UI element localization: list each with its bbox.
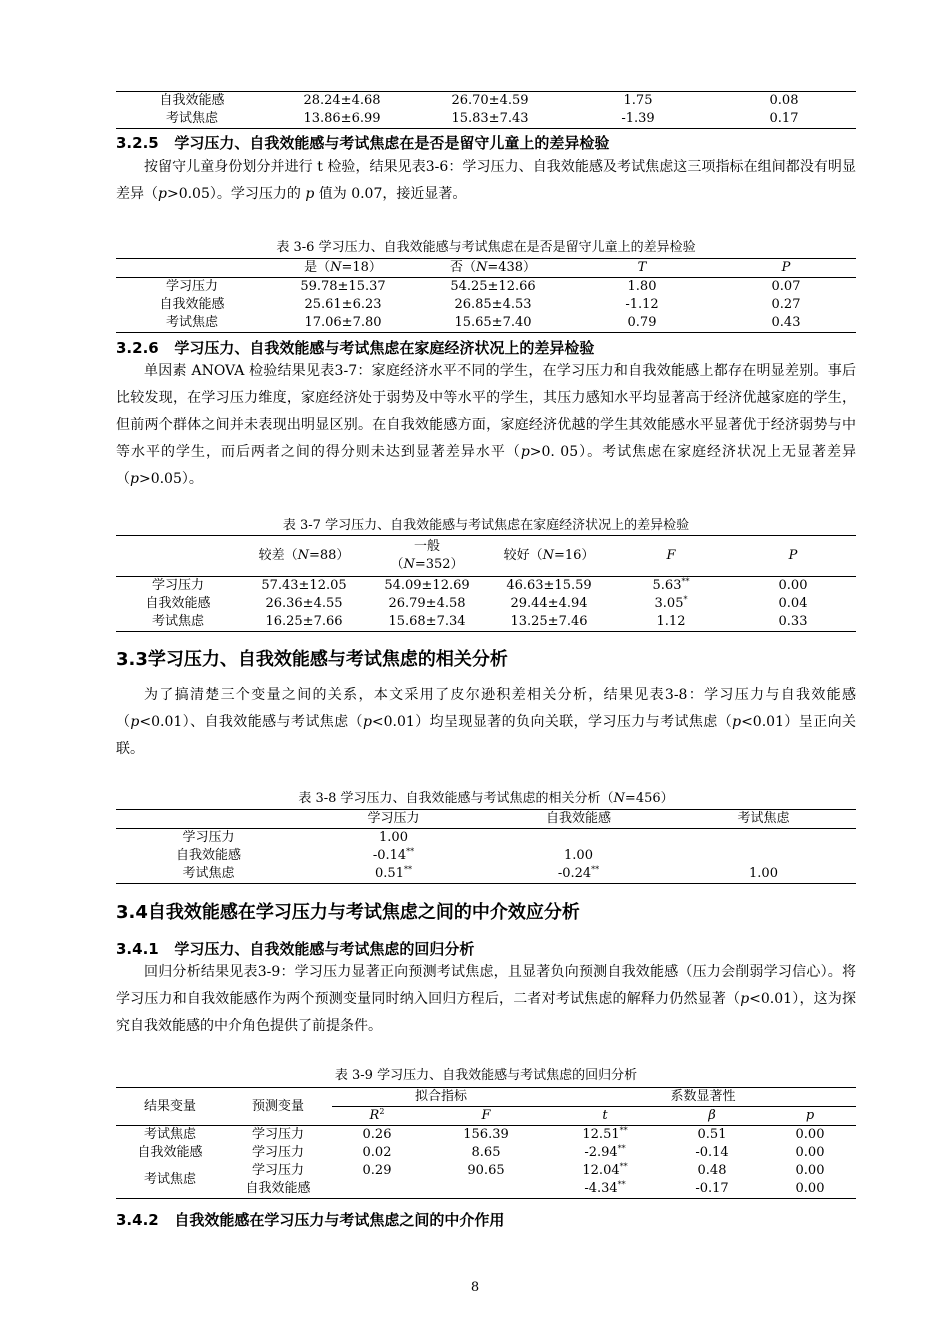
row-label: 考试焦虑 (143, 1127, 196, 1142)
column-header: β (708, 1108, 716, 1123)
table-cell: 0.26 (362, 1127, 392, 1142)
table-row (116, 1126, 856, 1145)
table-cell: 12.04** (582, 1162, 628, 1178)
section-heading-3-4-2: 3.4.2 自我效能感在学习压力与考试焦虑之间的中介作用 (116, 1211, 505, 1229)
column-header: T (637, 260, 647, 275)
column-header: 较好（N=16） (503, 548, 595, 563)
table-cell: 13.25±7.46 (510, 614, 588, 629)
table-cell: 0.02 (362, 1145, 392, 1160)
table-cell: 0.08 (769, 93, 799, 108)
table-cell: 0.07 (771, 279, 801, 294)
table-row (116, 296, 856, 314)
paragraph-3-3: 为了搞清楚三个变量之间的关系，本文采用了皮尔逊积差相关分析，结果见表3-8：学习压力与自我效能感（p<0.01）、自我效能感与考试焦虑（p<0.01）均呈现显著的负向关联，学习压力与考试焦虑（p<0.01）呈正向关联。 (116, 687, 857, 757)
table-cell: 0.17 (769, 111, 799, 126)
column-header: 学习压力 (367, 811, 420, 826)
table-cell: 3.05* (654, 595, 688, 611)
table-cell: 自我效能感 (245, 1181, 311, 1196)
row-label: 考试焦虑 (165, 111, 218, 126)
section-heading-3-2-5: 3.2.5 学习压力、自我效能感与考试焦虑在是否是留守儿童上的差异检验 (116, 134, 610, 152)
table-row (116, 595, 856, 613)
table-cell: 13.86±6.99 (303, 111, 381, 126)
column-header: t (602, 1108, 608, 1123)
table-cell: 25.61±6.23 (304, 297, 382, 312)
table-header-row (116, 1088, 856, 1107)
table-cell: -4.34** (584, 1180, 626, 1196)
column-header: F (481, 1108, 491, 1123)
table-cell: 0.79 (627, 315, 657, 330)
table-cell: 26.70±4.59 (451, 93, 529, 108)
row-label: 考试焦虑 (151, 614, 204, 629)
column-group-header: 拟合指标 (332, 1088, 550, 1107)
row-label: 学习压力 (165, 279, 218, 294)
table-row (116, 1162, 856, 1180)
table-cell: 15.68±7.34 (388, 614, 466, 629)
table-row (116, 110, 856, 129)
table-cell: 12.51** (582, 1126, 628, 1142)
table-cell: 54.25±12.66 (450, 279, 536, 294)
table-caption-3-6: 表 3-6 学习压力、自我效能感与考试焦虑在是否是留守儿童上的差异检验 (276, 240, 696, 255)
row-label: 自我效能感 (145, 596, 211, 611)
table-cell: -0.14 (695, 1145, 729, 1160)
table-cell (671, 829, 856, 848)
table-3-9 (116, 1087, 856, 1199)
row-label: 考试焦虑 (116, 1162, 224, 1199)
column-header: $R^2$ (369, 1107, 385, 1123)
table-cell: 0.51 (697, 1127, 727, 1142)
row-label: 自我效能感 (159, 297, 225, 312)
table-cell: -2.94** (584, 1144, 626, 1160)
table-cell (486, 829, 671, 848)
table-3-6 (116, 258, 856, 333)
table-row (116, 847, 856, 865)
table-caption-3-8: 表 3-8 学习压力、自我效能感与考试焦虑的相关分析（N=456） (298, 791, 674, 806)
table-cell: -1.39 (621, 111, 655, 126)
table-cell: 57.43±12.05 (261, 578, 347, 593)
row-label: 考试焦虑 (182, 866, 235, 881)
table-row (116, 613, 856, 632)
table-cell: 5.63** (652, 577, 690, 593)
table-row (116, 278, 856, 297)
column-header: 较差（N=88） (258, 548, 350, 563)
table-cell: 1.00 (564, 848, 593, 863)
table-cell: 28.24±4.68 (303, 93, 381, 108)
table-cell: 0.29 (362, 1163, 392, 1178)
section-heading-3-4-1: 3.4.1 学习压力、自我效能感与考试焦虑的回归分析 (116, 940, 475, 958)
paragraph-3-2-5: 按留守儿童身份划分并进行 t 检验，结果见表3-6：学习压力、自我效能感及考试焦虑这三项指标在组间都没有明显差异（p>0.05）。学习压力的 p 值为 0.07，接近显著。 (116, 159, 856, 202)
table-cell: 0.04 (778, 596, 808, 611)
row-label: 考试焦虑 (165, 315, 218, 330)
column-header: 自我效能感 (545, 811, 611, 826)
table-cell: 46.63±15.59 (506, 578, 592, 593)
table-cell: 0.00 (778, 578, 808, 593)
column-header: 否（N=438） (449, 260, 537, 275)
table-cell: 26.36±4.55 (265, 596, 343, 611)
table-cell: -1.12 (625, 297, 659, 312)
table-caption-3-9: 表 3-9 学习压力、自我效能感与考试焦虑的回归分析 (334, 1068, 638, 1083)
table-caption-3-7: 表 3-7 学习压力、自我效能感与考试焦虑在家庭经济状况上的差异检验 (282, 518, 690, 533)
table-cell: 0.00 (795, 1145, 825, 1160)
paragraph-3-4-1: 回归分析结果见表3-9：学习压力显著正向预测考试焦虑，且显著负向预测自我效能感（压力会削弱学习信心）。将学习压力和自我效能感作为两个预测变量同时纳入回归方程后，二者对考试焦虑的解释力仍然显著（p<0.01），这为探究自我效能感的中介角色提供了前提条件。 (116, 964, 857, 1034)
table-3-8 (116, 809, 856, 884)
table-cell: 54.09±12.69 (384, 578, 470, 593)
table-header-row (116, 810, 856, 829)
table-row (116, 1180, 856, 1199)
table-cell: 15.65±7.40 (454, 315, 532, 330)
table-cell: 1.80 (627, 279, 657, 294)
column-header: 一般 （N=352） (390, 539, 464, 572)
table-cell: 0.00 (795, 1181, 825, 1196)
table-cell (332, 1180, 422, 1199)
table-row (116, 829, 856, 848)
table-cell: -0.14** (372, 847, 415, 863)
column-header: 预测变量 (224, 1088, 332, 1126)
row-label: 学习压力 (182, 830, 235, 845)
table-cell: 0.00 (795, 1163, 825, 1178)
table-cell (422, 1180, 550, 1199)
table-header-row (116, 259, 856, 278)
table-cell: 0.33 (778, 614, 808, 629)
row-label: 自我效能感 (159, 93, 225, 108)
table-row (116, 577, 856, 596)
table-cell: 1.12 (656, 614, 686, 629)
table-cell (671, 847, 856, 865)
table-3-7 (116, 535, 856, 632)
table-row (116, 92, 856, 111)
table-cell: 0.27 (771, 297, 801, 312)
table-cell: 16.25±7.66 (265, 614, 343, 629)
row-label: 自我效能感 (137, 1145, 203, 1160)
column-header: P (788, 548, 798, 563)
table-row (116, 314, 856, 333)
table-cell: -0.17 (695, 1181, 729, 1196)
table-cell: 学习压力 (251, 1145, 304, 1160)
table-cell: 15.83±7.43 (451, 111, 529, 126)
row-label: 自我效能感 (175, 848, 241, 863)
table-cell: 学习压力 (251, 1127, 304, 1142)
table-cell: 1.00 (379, 830, 408, 845)
table-header-row (116, 536, 856, 577)
table-cell: 0.48 (697, 1163, 727, 1178)
table-cell: 0.00 (795, 1127, 825, 1142)
column-header: P (781, 260, 791, 275)
table-cell: 90.65 (467, 1163, 505, 1178)
table-3-5-continued (116, 91, 856, 129)
table-cell: 156.39 (463, 1127, 509, 1142)
table-cell: 29.44±4.94 (510, 596, 588, 611)
column-header: p (805, 1108, 815, 1123)
section-heading-3-2-6: 3.2.6 学习压力、自我效能感与考试焦虑在家庭经济状况上的差异检验 (116, 339, 595, 357)
table-cell: -0.24** (557, 865, 600, 881)
table-cell: 26.85±4.53 (454, 297, 532, 312)
table-row (116, 865, 856, 884)
table-cell: 0.43 (771, 315, 801, 330)
table-cell: 8.65 (471, 1145, 501, 1160)
table-cell: 26.79±4.58 (388, 596, 466, 611)
table-row (116, 1144, 856, 1162)
table-cell: 17.06±7.80 (304, 315, 382, 330)
column-header: 考试焦虑 (737, 811, 790, 826)
table-cell: 学习压力 (251, 1163, 304, 1178)
table-cell: 1.00 (749, 866, 778, 881)
column-header: 结果变量 (116, 1088, 224, 1126)
table-cell: 1.75 (623, 93, 653, 108)
section-heading-3-3: 3.3学习压力、自我效能感与考试焦虑的相关分析 (116, 649, 508, 670)
table-cell: 59.78±15.37 (300, 279, 386, 294)
table-cell: 0.51** (375, 865, 412, 881)
column-header: 是（N=18） (304, 260, 382, 275)
row-label: 学习压力 (151, 578, 204, 593)
paragraph-3-2-6: 单因素 ANOVA 检验结果见表3-7：家庭经济水平不同的学生，在学习压力和自我效能感上都存在明显差别。事后比较发现，在学习压力维度，家庭经济处于弱势及中等水平的学生，其压力感知水平均显著高于经济优越家庭的学生，但前两个群体之间并未表现出明显区别。在自我效能感方面，家庭经济优越的学生其效能感水平显著优于经济弱势与中等水平的学生，而后两者之间的得分则未达到显著差异水平（p>0. 05）。考试焦虑在家庭经济状况上无显著差异（p>0.05）。 (116, 363, 856, 487)
column-header: F (666, 548, 676, 563)
section-heading-3-4: 3.4自我效能感在学习压力与考试焦虑之间的中介效应分析 (116, 902, 580, 923)
column-group-header: 系数显著性 (550, 1088, 856, 1107)
page-number: 8 (470, 1280, 480, 1295)
